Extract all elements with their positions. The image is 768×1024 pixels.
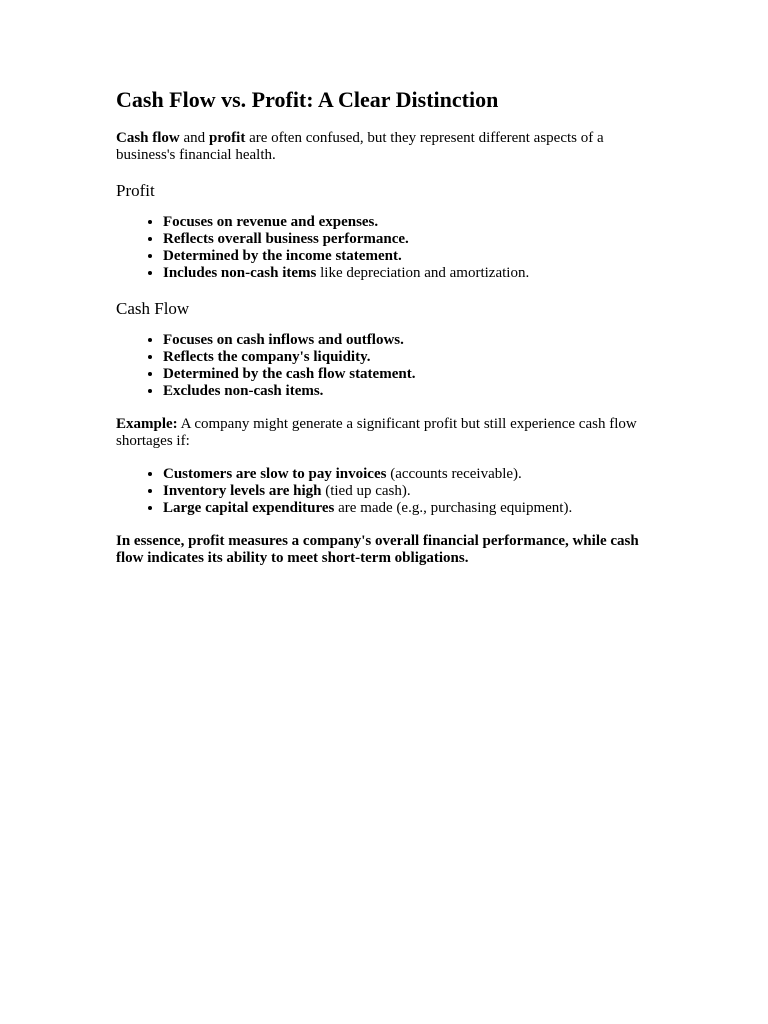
list-item-bold: Focuses on revenue and expenses. — [163, 214, 379, 230]
list-item — [163, 214, 646, 231]
conclusion-text: In essence, profit measures a company's overall financial performance, while cash flow indicates its ability to meet short-term obligations. — [116, 533, 639, 566]
example-list — [116, 466, 646, 517]
intro-paragraph — [116, 130, 646, 164]
list-item-text: (tied up cash). — [321, 483, 411, 499]
list-item — [163, 466, 646, 483]
list-item — [163, 231, 646, 248]
intro-term-profit: profit — [208, 130, 246, 146]
profit-list — [116, 214, 646, 282]
list-item — [163, 383, 646, 400]
cash-flow-list — [116, 332, 646, 400]
list-item-bold: Focuses on cash inflows and outflows. — [163, 332, 404, 348]
list-item — [163, 500, 646, 517]
intro-text-1: and — [179, 130, 209, 146]
list-item — [163, 366, 646, 383]
document-page — [116, 86, 646, 583]
list-item — [163, 248, 646, 265]
list-item-bold: Customers are slow to pay invoices — [163, 466, 387, 482]
list-item-bold: Reflects overall business performance. — [163, 231, 409, 247]
conclusion-paragraph — [116, 533, 646, 567]
list-item-text: like depreciation and amortization. — [316, 265, 530, 281]
list-item-text: (accounts receivable). — [386, 466, 522, 482]
list-item-bold: Determined by the income statement. — [163, 248, 402, 264]
list-item-bold: Reflects the company's liquidity. — [163, 349, 371, 365]
page-title: Cash Flow vs. Profit: A Clear Distinction — [116, 87, 499, 112]
list-item-text: are made (e.g., purchasing equipment). — [334, 500, 573, 516]
list-item-bold: Includes non-cash items — [163, 265, 317, 281]
section-heading-profit: Profit — [116, 181, 155, 200]
list-item — [163, 483, 646, 500]
list-item-bold: Determined by the cash flow statement. — [163, 366, 416, 382]
intro-text-2: are often confused, but they represent different aspects of a business's financial health. — [116, 130, 604, 163]
list-item — [163, 349, 646, 366]
list-item-bold: Excludes non-cash items. — [163, 383, 324, 399]
list-item — [163, 265, 646, 282]
list-item-bold: Large capital expenditures — [163, 500, 335, 516]
list-item — [163, 332, 646, 349]
example-label: Example: — [116, 416, 178, 432]
intro-term-cash-flow: Cash flow — [116, 130, 180, 146]
list-item-bold: Inventory levels are high — [163, 483, 322, 499]
example-text: A company might generate a significant profit but still experience cash flow shortages if: — [116, 416, 637, 449]
example-paragraph — [116, 416, 646, 450]
section-heading-cash-flow: Cash Flow — [116, 299, 190, 318]
